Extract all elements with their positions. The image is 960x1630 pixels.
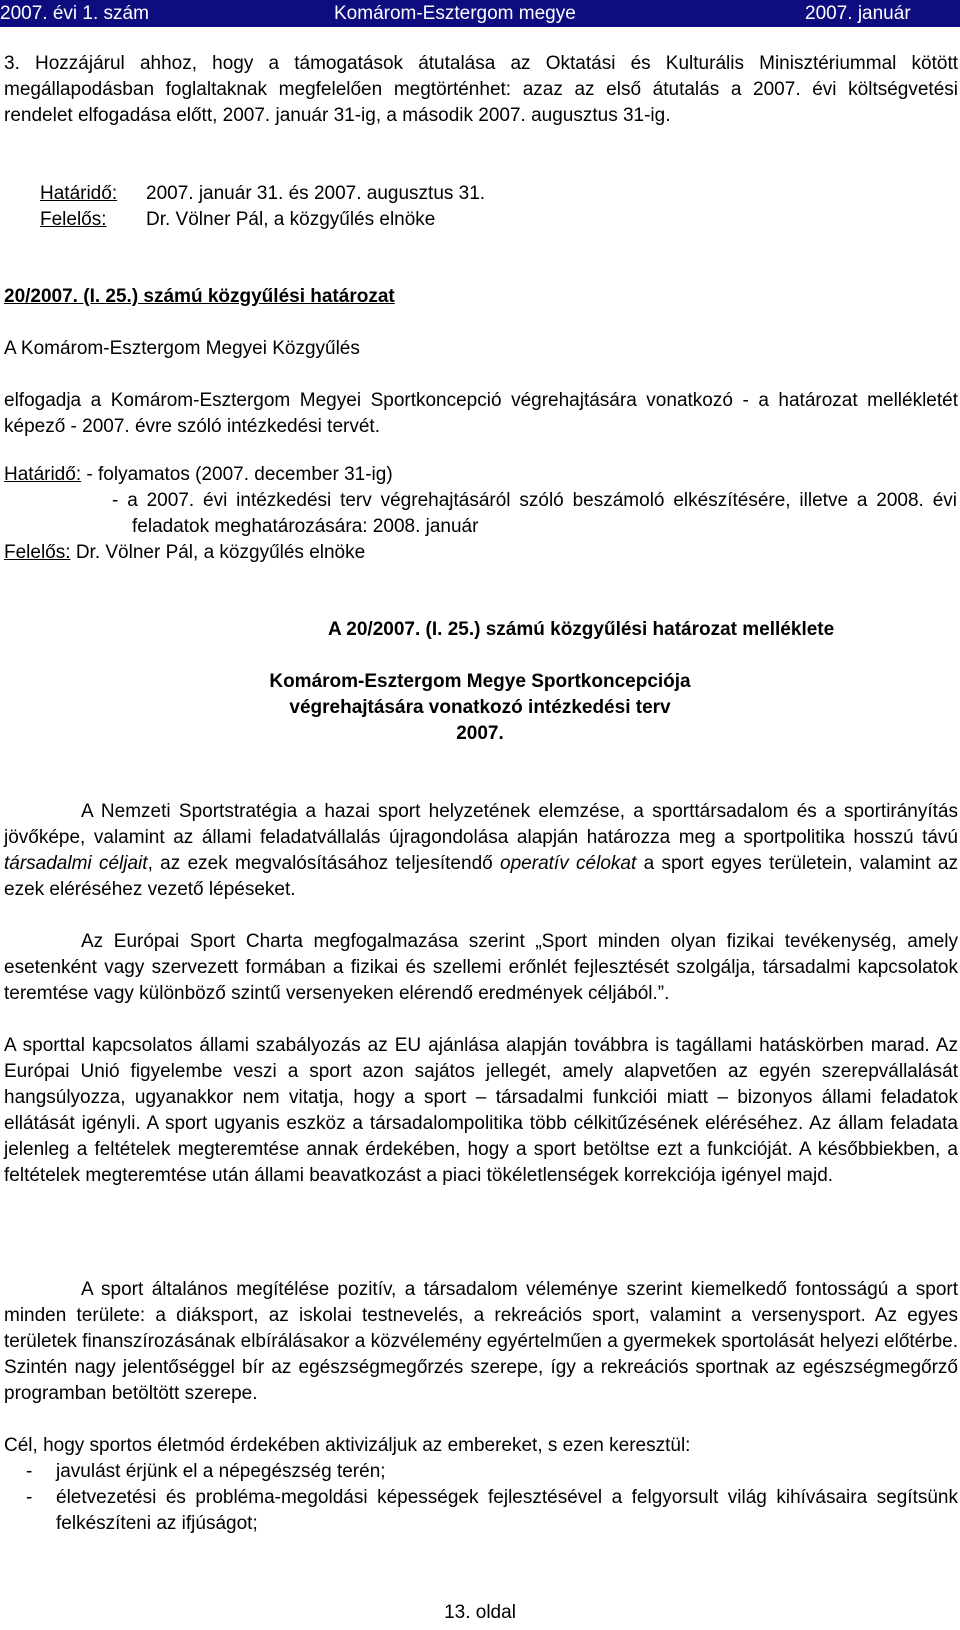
header-issue: 2007. évi 1. szám <box>0 3 149 24</box>
paragraph-5: Cél, hogy sportos életmód érdekében aktivizáljuk az embereket, s ezen keresztül: <box>4 1435 691 1456</box>
page-header <box>0 0 960 27</box>
responsible-value: Dr. Völner Pál, a közgyűlés elnöke <box>146 209 436 230</box>
resolution-responsible-label: Felelős: <box>4 542 71 563</box>
annex-title-3: 2007. <box>456 723 504 744</box>
deadline-label: Határidő: <box>40 183 118 204</box>
resolution-body: A Komárom-Esztergom Megyei Közgyűlés <box>4 338 360 359</box>
point-3-deadline <box>40 181 485 207</box>
header-month: 2007. január <box>805 3 911 24</box>
annex-heading: A 20/2007. (I. 25.) számú közgyűlési határozat melléklete <box>328 619 835 640</box>
page-number: 13. oldal <box>444 1602 516 1623</box>
paragraph-4: A sport általános megítélése pozitív, a társadalom véleménye szerint kiemelkedő fontosságú a sport minden területe: a diáksport, az iskolai testnevelés, a rekreációs sport, valamint a versenysport. Az egyes területek finanszírozásának elbírálásakor a közvélemény egyértelműen a gyermekek sportolását helyezi előtérbe. Szintén nagy jelentőséggel bír az egészségmegőrzés szerepe, így a rekreációs sportnak az egészségmegőrző programban betöltött szerepe. <box>4 1279 958 1404</box>
paragraph-2: Az Európai Sport Charta megfogalmazása szerint „Sport minden olyan fizikai tevékenység, amely esetenként vagy szervezett formában a fizikai és szellemi erőnlét fejlesztését szolgálja, társadalmi kapcsolatok teremtése vagy különböző szintű versenyeken elérendő eredmények céljából.”. <box>4 931 958 1004</box>
goal-list <box>4 1459 958 1537</box>
resolution-decision: elfogadja a Komárom-Esztergom Megyei Sportkoncepció végrehajtására vonatkozó - a határozat mellékletét képező - 2007. évre szóló intézkedési tervét. <box>4 390 958 437</box>
p1-italic-2: operatív célokat <box>500 853 637 874</box>
responsible-label: Felelős: <box>40 209 107 230</box>
p1-part-c: a sport egyes területein, valamint az ezek eléréséhez vezető lépéseket. <box>4 853 959 900</box>
p1-italic-1: társadalmi céljait <box>4 853 148 874</box>
resolution-deadline-2: - a 2007. évi intézkedési terv végrehajtásáról szóló beszámoló elkészítésére, illetve a 2008. évi feladatok meghatározására: 2008. január <box>112 490 957 537</box>
deadline-value: 2007. január 31. és 2007. augusztus 31. <box>146 183 486 204</box>
paragraph-3: A sporttal kapcsolatos állami szabályozás az EU ajánlása alapján továbbra is tagállami hatáskörben marad. Az Európai Unió figyelembe veszi a sport azon sajátos jellegét, amely alapvetően az egyén szerepvállalását hangsúlyozza, ugyanakkor nem vitatja, hogy a sport – társadalmi funkciói miatt – bizonyos állami feladatok ellátását igényli. A sport ugyanis eszköz a társadalompolitika több célkitűzésének eléréséhez. Az állam feladata jelenleg a feltételek megteremtése annak érdekében, hogy a sport betöltse ezt a funkcióját. A későbbiekben, a feltételek megteremtése után állami beavatkozást a piaci tökéletlenségek korrekciója igényel majd. <box>4 1035 958 1186</box>
resolution-deadline <box>4 462 393 488</box>
p1-part-a: A Nemzeti Sportstratégia a hazai sport helyzetének elemzése, a sporttársadalom és a sportirányítás jövőképe, valamint az állami feladatvállalás újragondolása alapján határozza meg a sportpolitika hosszú távú <box>4 801 958 848</box>
resolution-deadline-1: - folyamatos (2007. december 31-ig) <box>86 464 393 485</box>
point-3-responsible <box>40 207 435 233</box>
list-item: - életvezetési és probléma-megoldási képességek fejlesztésével a felgyorsult világ kihívásaira segítsünk felkészíteni az ifjúságot; <box>4 1485 958 1537</box>
point-3-text: 3. Hozzájárul ahhoz, hogy a támogatások átutalása az Oktatási és Kulturális Minisztériummal kötött megállapodásban foglaltaknak megfelelően megtörténhet: azaz az első átutalás a 2007. évi költségvetési rendelet elfogadása előtt, 2007. január 31-ig, a második 2007. augusztus 31-ig. <box>4 53 958 126</box>
resolution-deadline-label: Határidő: <box>4 464 82 485</box>
resolution-responsible-value: Dr. Völner Pál, a közgyűlés elnöke <box>75 542 366 563</box>
resolution-title: 20/2007. (I. 25.) számú közgyűlési határozat <box>4 286 395 307</box>
header-county: Komárom-Esztergom megye <box>334 3 576 24</box>
annex-title-2: végrehajtására vonatkozó intézkedési terv <box>289 697 671 718</box>
list-item: - javulást érjünk el a népegészség terén; <box>4 1459 958 1485</box>
resolution-responsible <box>4 540 365 566</box>
paragraph-1 <box>4 799 958 903</box>
p1-part-b: , az ezek megvalósításához teljesítendő <box>147 853 501 874</box>
annex-title-1: Komárom-Esztergom Megye Sportkoncepciója <box>269 671 691 692</box>
